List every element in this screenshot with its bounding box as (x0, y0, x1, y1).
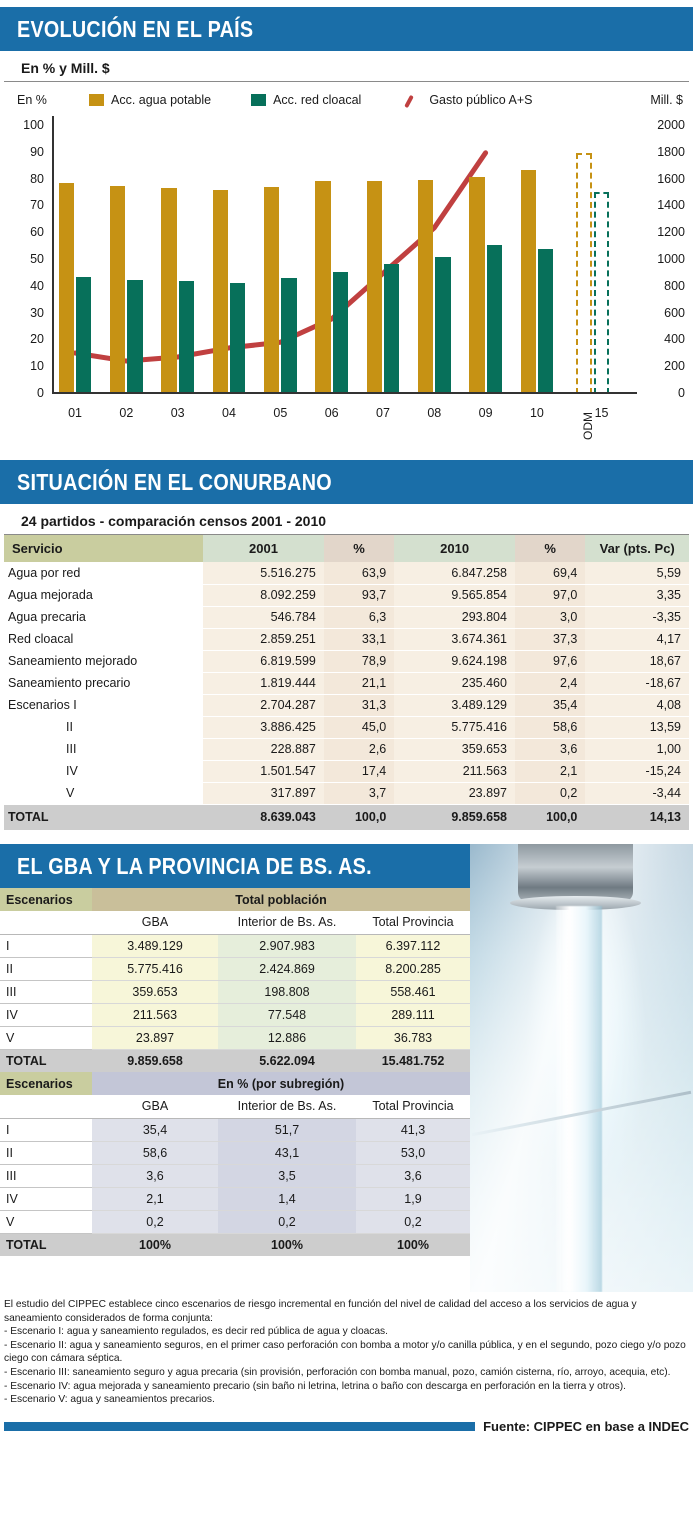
cell-var: 4,08 (585, 694, 689, 716)
col-header-pct-2010: % (515, 535, 585, 562)
cell-pct-2010: 0,2 (515, 782, 585, 804)
section-title-gba: EL GBA Y LA PROVINCIA DE BS. AS. (17, 852, 372, 879)
bar-agua-potable-09 (469, 177, 484, 394)
y-axis-tick-left-80: 80 (30, 171, 44, 186)
cell-pct-2001: 78,9 (324, 650, 394, 672)
cell-gba: 23.897 (92, 1026, 218, 1049)
table-row (4, 694, 689, 716)
table-header-row (4, 535, 689, 562)
legend-item-gasto-publico (405, 93, 532, 107)
gba-abs-group-header-row (0, 888, 470, 911)
faucet-water-photo (470, 844, 693, 1292)
table-gba-pct-body (0, 1118, 470, 1233)
cell-escenario: III (0, 980, 92, 1003)
cell-var: -3,35 (585, 606, 689, 628)
col-header-servicio: Servicio (4, 535, 203, 562)
bar-agua-potable-10 (521, 170, 536, 394)
cell-2010: 211.563 (394, 760, 515, 782)
bar-agua-potable-03 (161, 188, 176, 394)
total-pct-2010: 100,0 (515, 804, 585, 830)
cell-2001: 3.886.425 (203, 716, 324, 738)
cell-interior: 12.886 (218, 1026, 356, 1049)
y-axis-tick-right-800: 800 (664, 278, 685, 293)
gba-abs-col-gba: GBA (92, 911, 218, 934)
gba-abs-group-header: Total población (92, 888, 470, 911)
x-axis-label-06: 06 (324, 406, 339, 420)
water-stream-icon (556, 906, 602, 1292)
cell-gba: 0,2 (92, 1210, 218, 1233)
source-text: Fuente: CIPPEC en base a INDEC (483, 1418, 689, 1434)
cell-total-provincia: 8.200.285 (356, 957, 470, 980)
cell-total-provincia: 3,6 (356, 1164, 470, 1187)
cell-pct-2010: 3,0 (515, 606, 585, 628)
cell-2001: 228.887 (203, 738, 324, 760)
table-row (0, 934, 470, 957)
cell-gba: 3,6 (92, 1164, 218, 1187)
cell-pct-2001: 31,3 (324, 694, 394, 716)
table-gba-absolutos (0, 888, 470, 1072)
table-conurbano-head (4, 535, 689, 562)
x-axis-label-05: 05 (273, 406, 288, 420)
cell-interior: 2.424.869 (218, 957, 356, 980)
cell-gba: 2,1 (92, 1187, 218, 1210)
gba-pct-col-gba: GBA (92, 1095, 218, 1118)
table-row (0, 1210, 470, 1233)
cell-pct-2001: 17,4 (324, 760, 394, 782)
x-axis-label-odm: ODM (581, 412, 596, 440)
y-axis-tick-right-2000: 2000 (657, 118, 685, 132)
gba-abs-total-gba: 9.859.658 (92, 1049, 218, 1072)
y-axis-tick-left-20: 20 (30, 332, 44, 347)
cell-2001: 317.897 (203, 782, 324, 804)
cell-2010: 359.653 (394, 738, 515, 760)
footnote-line-3: - Escenario II: agua y saneamiento seguros, en el primer caso perforación con bomba a motor y/o canilla pública, y en el segundo, pozo ciego y/o pozo ciego con cámara séptica. (4, 1339, 686, 1365)
y-axis-tick-right-1800: 1800 (657, 144, 685, 159)
table-conurbano (4, 535, 689, 830)
bar-agua-potable-06 (315, 181, 330, 394)
gba-abs-row-header: Escenarios (0, 888, 92, 911)
gba-pct-total-total: 100% (356, 1233, 470, 1256)
total-var: 14,13 (585, 804, 689, 830)
table-row (4, 782, 689, 804)
table-row (4, 650, 689, 672)
section-evolucion-pais (0, 7, 693, 446)
x-axis-label-08: 08 (427, 406, 442, 420)
bar-red-cloacal-10 (538, 249, 553, 394)
cell-gba: 35,4 (92, 1118, 218, 1141)
gba-pct-total-interior: 100% (218, 1233, 356, 1256)
x-axis-label-03: 03 (170, 406, 185, 420)
cell-servicio: IV (4, 760, 203, 782)
gba-pct-total-label: TOTAL (0, 1233, 92, 1256)
gba-pct-col-interior: Interior de Bs. As. (218, 1095, 356, 1118)
y-axis-tick-right-1200: 1200 (657, 225, 685, 240)
cell-2010: 9.624.198 (394, 650, 515, 672)
footnotes (4, 1298, 689, 1407)
col-header-2001: 2001 (203, 535, 324, 562)
cell-pct-2010: 69,4 (515, 562, 585, 584)
cell-servicio: II (4, 716, 203, 738)
cell-2001: 2.859.251 (203, 628, 324, 650)
gba-pct-group-header: En % (por subregión) (92, 1072, 470, 1095)
cell-2001: 2.704.287 (203, 694, 324, 716)
table-gba-porcentajes (0, 1072, 470, 1256)
gba-pct-column-header-row (0, 1095, 470, 1118)
table-row (4, 606, 689, 628)
x-axis-label-15: 15 (594, 406, 609, 420)
x-axis-label-09: 09 (478, 406, 493, 420)
legend-item-agua-potable (89, 93, 211, 107)
cell-escenario: IV (0, 1187, 92, 1210)
cell-pct-2010: 35,4 (515, 694, 585, 716)
table-row (0, 1118, 470, 1141)
cell-servicio: Agua precaria (4, 606, 203, 628)
table-row (0, 1003, 470, 1026)
cell-2001: 6.819.599 (203, 650, 324, 672)
cell-pct-2001: 6,3 (324, 606, 394, 628)
cell-2001: 1.819.444 (203, 672, 324, 694)
bar-red-cloacal-04 (230, 283, 245, 394)
cell-2010: 23.897 (394, 782, 515, 804)
section-title-evolucion: EVOLUCIÓN EN EL PAÍS (17, 15, 254, 42)
footnote-line-6: - Escenario V: agua y saneamientos precarios. (4, 1394, 215, 1406)
y-axis-tick-left-10: 10 (30, 359, 44, 374)
legend-swatch-teal-icon (251, 94, 266, 106)
total-2001: 8.639.043 (203, 804, 324, 830)
bar-red-cloacal-05 (281, 278, 296, 394)
gba-abs-blank-corner (0, 911, 92, 934)
table-row (4, 716, 689, 738)
cell-pct-2001: 63,9 (324, 562, 394, 584)
source-bar (0, 1419, 693, 1434)
cell-total-provincia: 558.461 (356, 980, 470, 1003)
cell-pct-2010: 58,6 (515, 716, 585, 738)
cell-pct-2001: 93,7 (324, 584, 394, 606)
legend-label-red-cloacal: Acc. red cloacal (273, 93, 362, 107)
cell-pct-2010: 97,0 (515, 584, 585, 606)
cell-gba: 3.489.129 (92, 934, 218, 957)
legend-right-axis-label: Mill. $ (650, 93, 683, 107)
legend-left-axis-label: En % (17, 93, 47, 107)
table-row (0, 1187, 470, 1210)
cell-gba: 5.775.416 (92, 957, 218, 980)
gba-abs-total-label: TOTAL (0, 1049, 92, 1072)
col-header-pct-2001: % (324, 535, 394, 562)
total-label: TOTAL (4, 804, 203, 830)
bar-agua-potable-07 (367, 181, 382, 394)
cell-servicio: Agua mejorada (4, 584, 203, 606)
cell-servicio: V (4, 782, 203, 804)
cell-gba: 58,6 (92, 1141, 218, 1164)
table-row (4, 584, 689, 606)
cell-total-provincia: 6.397.112 (356, 934, 470, 957)
cell-escenario: V (0, 1026, 92, 1049)
y-axis-tick-left-50: 50 (30, 252, 44, 266)
table-row (4, 628, 689, 650)
cell-pct-2010: 97,6 (515, 650, 585, 672)
gba-pct-total-row (0, 1233, 470, 1256)
y-axis-tick-left-0: 0 (37, 386, 44, 400)
cell-escenario: IV (0, 1003, 92, 1026)
table-row (4, 672, 689, 694)
cell-2001: 546.784 (203, 606, 324, 628)
table-row (0, 957, 470, 980)
bar-agua-potable-05 (264, 187, 279, 394)
bar-red-cloacal-01 (76, 277, 91, 394)
x-axis-label-01: 01 (68, 406, 83, 420)
y-axis-tick-left-40: 40 (30, 278, 44, 293)
cell-pct-2001: 3,7 (324, 782, 394, 804)
x-axis-label-02: 02 (119, 406, 134, 420)
cell-interior: 2.907.983 (218, 934, 356, 957)
cell-pct-2001: 45,0 (324, 716, 394, 738)
gba-abs-total-total: 15.481.752 (356, 1049, 470, 1072)
chart-legend (0, 86, 693, 114)
y-axis-tick-left-30: 30 (30, 305, 44, 320)
table-conurbano-foot (4, 804, 689, 830)
cell-total-provincia: 53,0 (356, 1141, 470, 1164)
cell-2010: 3.674.361 (394, 628, 515, 650)
cell-interior: 51,7 (218, 1118, 356, 1141)
cell-2010: 6.847.258 (394, 562, 515, 584)
cell-2010: 9.565.854 (394, 584, 515, 606)
section-situacion-conurbano (0, 460, 693, 830)
table-row (4, 562, 689, 584)
cell-total-provincia: 36.783 (356, 1026, 470, 1049)
cell-interior: 0,2 (218, 1210, 356, 1233)
footnote-line-2: - Escenario I: agua y saneamiento regulados, es decir red pública de agua y cloacas. (4, 1326, 388, 1338)
faucet-spout-icon (518, 844, 633, 902)
cell-pct-2001: 2,6 (324, 738, 394, 760)
cell-servicio: Escenarios I (4, 694, 203, 716)
cell-var: 4,17 (585, 628, 689, 650)
gba-pct-row-header: Escenarios (0, 1072, 92, 1095)
section-gba-provincia (0, 844, 693, 1292)
cell-escenario: I (0, 1118, 92, 1141)
y-axis-tick-left-90: 90 (30, 144, 44, 159)
bar-red-cloacal-02 (127, 280, 142, 394)
col-header-var: Var (pts. Pc) (585, 535, 689, 562)
table-conurbano-body (4, 562, 689, 804)
cell-total-provincia: 1,9 (356, 1187, 470, 1210)
gba-pct-total-gba: 100% (92, 1233, 218, 1256)
legend-item-red-cloacal (251, 93, 361, 107)
section-header-gba (0, 844, 470, 888)
cell-interior: 43,1 (218, 1141, 356, 1164)
total-2010: 9.859.658 (394, 804, 515, 830)
cell-2001: 5.516.275 (203, 562, 324, 584)
cell-2010: 293.804 (394, 606, 515, 628)
cell-2001: 1.501.547 (203, 760, 324, 782)
section-subtitle-conurbano: 24 partidos - comparación censos 2001 - 2010 (4, 504, 689, 535)
footnote-line-4: - Escenario III: saneamiento seguro y agua precaria (sin provisión, perforación con bomba manual, pozo, camión cisterna, río, arroyo, acequia, etc). (4, 1366, 671, 1378)
bar-red-cloacal-08 (435, 257, 450, 394)
gba-abs-column-header-row (0, 911, 470, 934)
cell-pct-2001: 33,1 (324, 628, 394, 650)
cell-interior: 77.548 (218, 1003, 356, 1026)
cell-total-provincia: 289.111 (356, 1003, 470, 1026)
bar-red-cloacal-06 (333, 272, 348, 394)
bar-agua-potable-02 (110, 186, 125, 394)
y-axis-tick-right-1400: 1400 (657, 198, 685, 213)
bar-agua-potable-01 (59, 183, 74, 394)
bar-agua-potable-08 (418, 180, 433, 394)
table-row (0, 980, 470, 1003)
legend-label-gasto-publico: Gasto público A+S (429, 93, 533, 107)
cell-var: 1,00 (585, 738, 689, 760)
y-axis-tick-right-200: 200 (664, 359, 685, 374)
cell-pct-2010: 2,1 (515, 760, 585, 782)
bar-agua-potable-04 (213, 190, 228, 394)
cell-pct-2001: 21,1 (324, 672, 394, 694)
x-axis-label-10: 10 (529, 406, 544, 420)
gba-abs-total-interior: 5.622.094 (218, 1049, 356, 1072)
table-row (4, 738, 689, 760)
footnote-line-1: El estudio del CIPPEC establece cinco escenarios de riesgo incremental en función del nivel de calidad del acceso a los servicios de agua y saneamiento considerados de forma conjunta: (4, 1299, 637, 1324)
y-axis-tick-right-1600: 1600 (657, 171, 685, 186)
y-axis-tick-left-60: 60 (30, 225, 44, 240)
cell-var: 3,35 (585, 584, 689, 606)
y-axis-tick-right-600: 600 (664, 305, 685, 320)
cell-2010: 5.775.416 (394, 716, 515, 738)
cell-escenario: III (0, 1164, 92, 1187)
table-row (0, 1164, 470, 1187)
footnote-line-5: - Escenario IV: agua mejorada y saneamiento precario (sin baño ni letrina, letrina o baño con descarga en perforación en la tierra y otros). (4, 1380, 626, 1392)
bar-red-cloacal-07 (384, 264, 399, 394)
cell-total-provincia: 41,3 (356, 1118, 470, 1141)
legend-swatch-line-icon (405, 94, 422, 106)
target-bar-odm-agua-potable (576, 153, 591, 394)
legend-label-agua-potable: Acc. agua potable (111, 93, 212, 107)
cell-2010: 235.460 (394, 672, 515, 694)
cell-total-provincia: 0,2 (356, 1210, 470, 1233)
y-axis-line (52, 116, 54, 394)
y-axis-tick-right-1000: 1000 (657, 252, 685, 266)
cell-pct-2010: 37,3 (515, 628, 585, 650)
cell-2001: 8.092.259 (203, 584, 324, 606)
cell-gba: 211.563 (92, 1003, 218, 1026)
cell-var: -18,67 (585, 672, 689, 694)
cell-var: -3,44 (585, 782, 689, 804)
gba-abs-col-total: Total Provincia (356, 911, 470, 934)
gba-tables-wrapper (0, 888, 470, 1256)
section-header-conurbano (0, 460, 693, 504)
cell-var: 18,67 (585, 650, 689, 672)
cell-escenario: V (0, 1210, 92, 1233)
gba-pct-group-header-row (0, 1072, 470, 1095)
cell-servicio: Red cloacal (4, 628, 203, 650)
cell-servicio: Saneamiento mejorado (4, 650, 203, 672)
cell-servicio: III (4, 738, 203, 760)
target-bar-odm-red-cloacal (594, 192, 609, 394)
x-axis-line (52, 392, 637, 394)
section-header-evolucion (0, 7, 693, 51)
section-title-conurbano: SITUACIÓN EN EL CONURBANO (17, 468, 332, 495)
cell-escenario: II (0, 957, 92, 980)
bar-red-cloacal-09 (487, 245, 502, 394)
cell-servicio: Saneamiento precario (4, 672, 203, 694)
cell-interior: 198.808 (218, 980, 356, 1003)
cell-gba: 359.653 (92, 980, 218, 1003)
cell-var: 5,59 (585, 562, 689, 584)
chart-plot-area (52, 126, 637, 440)
table-row (0, 1026, 470, 1049)
table-total-row (4, 804, 689, 830)
x-axis-label-04: 04 (222, 406, 236, 420)
cell-pct-2010: 3,6 (515, 738, 585, 760)
source-rule (4, 1422, 475, 1431)
cell-var: 13,59 (585, 716, 689, 738)
gba-abs-col-interior: Interior de Bs. As. (218, 911, 356, 934)
y-axis-tick-right-400: 400 (664, 332, 685, 347)
total-pct-2001: 100,0 (324, 804, 394, 830)
bar-red-cloacal-03 (179, 281, 194, 394)
table-row (4, 760, 689, 782)
x-axis-label-07: 07 (376, 406, 390, 420)
cell-var: -15,24 (585, 760, 689, 782)
y-axis-tick-left-100: 100 (23, 118, 44, 132)
legend-swatch-gold-icon (89, 94, 104, 106)
y-axis-tick-left-70: 70 (30, 198, 44, 213)
gba-pct-col-total: Total Provincia (356, 1095, 470, 1118)
col-header-2010: 2010 (394, 535, 515, 562)
cell-escenario: II (0, 1141, 92, 1164)
cell-interior: 3,5 (218, 1164, 356, 1187)
table-gba-abs-body (0, 934, 470, 1049)
cell-interior: 1,4 (218, 1187, 356, 1210)
cell-2010: 3.489.129 (394, 694, 515, 716)
y-axis-tick-right-0: 0 (678, 386, 685, 400)
cell-escenario: I (0, 934, 92, 957)
cell-pct-2010: 2,4 (515, 672, 585, 694)
chart-evolucion-pais (4, 116, 689, 446)
gba-pct-blank-corner (0, 1095, 92, 1118)
cell-servicio: Agua por red (4, 562, 203, 584)
section-subtitle-evolucion: En % y Mill. $ (4, 51, 689, 82)
gba-abs-total-row (0, 1049, 470, 1072)
table-row (0, 1141, 470, 1164)
